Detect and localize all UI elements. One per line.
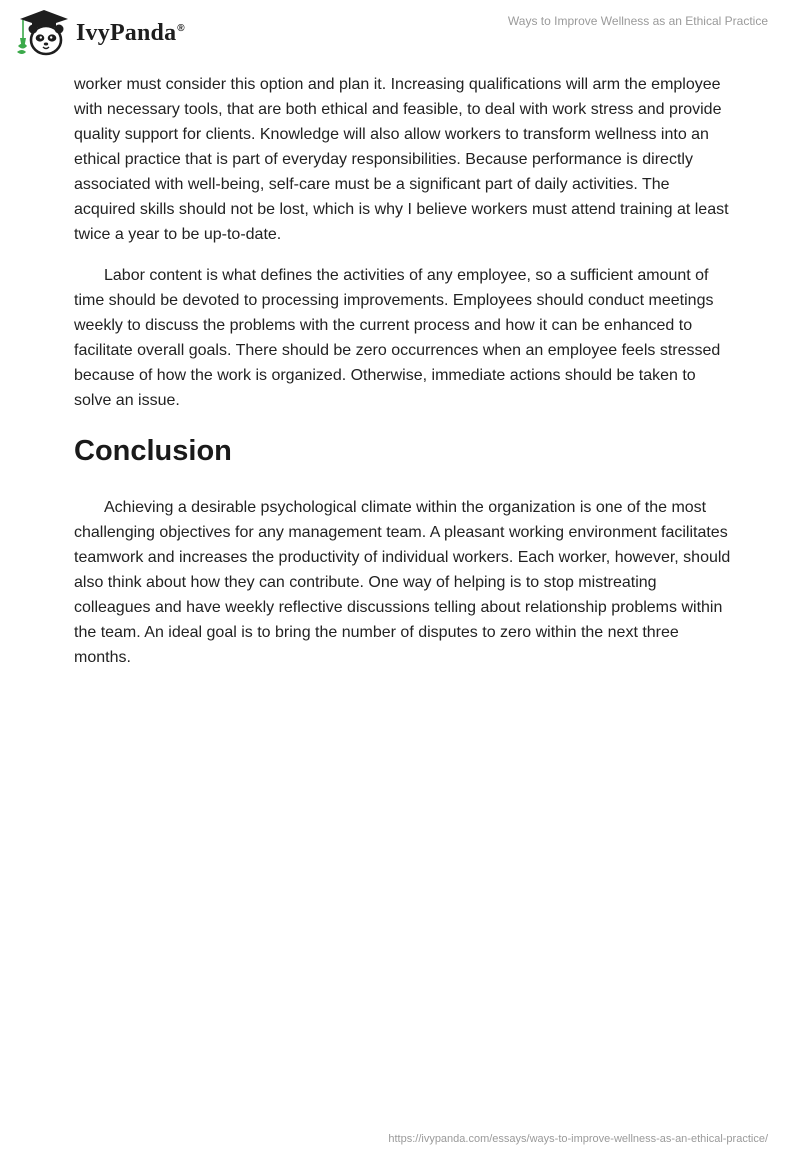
registered-mark: ® (177, 22, 185, 34)
panda-graduate-icon (14, 8, 74, 58)
source-url[interactable]: https://ivypanda.com/essays/ways-to-improve-wellness-as-an-ethical-practice/ (388, 1133, 768, 1145)
paragraph-conclusion: Achieving a desirable psychological climate within the organization is one of the most challenging objectives for any management team. A pleasant working environment facilitates teamwork and increases the productivity of individual workers. Each worker, however, should also think about how they can contribute. One way of helping is to stop mistreating colleagues and have weekly reflective discussions telling about relationship problems within the team. An ideal goal is to bring the number of disputes to zero within the next three months. (74, 499, 731, 666)
page-header (0, 0, 800, 66)
paragraph-labor-content: Labor content is what defines the activities of any employee, so a sufficient amount of time should be devoted to processing improvements. Employees should conduct meetings weekly to discuss the problems with the current process and how it can be enhanced to facilitate overall goals. There should be zero occurrences when an employee feels stressed because of how the work is organized. Otherwise, immediate actions should be taken to solve an issue. (74, 267, 721, 409)
ivypanda-logo[interactable] (14, 8, 194, 58)
conclusion-heading: Conclusion (74, 435, 232, 467)
essay-content (74, 72, 734, 686)
logo-wordmark: IvyPanda® (76, 19, 185, 46)
document-title: Ways to Improve Wellness as an Ethical Practice (507, 14, 768, 28)
paragraph-training: worker must consider this option and plan it. Increasing qualifications will arm the employee with necessary tools, that are both ethical and feasible, to deal with work stress and provide quality support for clients. Knowledge will also allow workers to transform wellness into an ethical practice that is part of everyday responsibilities. Because performance is directly associated with well-being, self-care must be a significant part of daily activities. The acquired skills should not be lost, which is why I believe workers must attend training at least twice a year to be up-to-date. (74, 76, 729, 243)
